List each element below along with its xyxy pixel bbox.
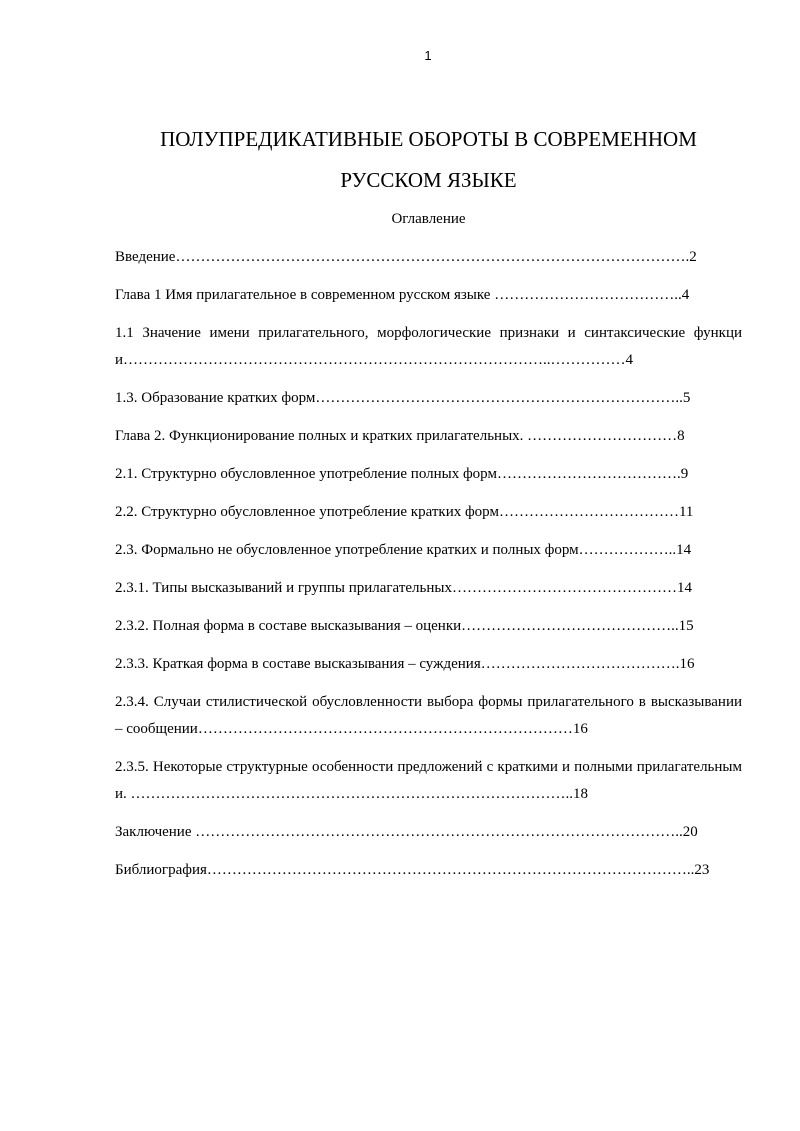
toc-entry-conclusion: Заключение ……………………………………………………………………………………..20 [115,824,698,840]
toc-entry-1-3: 1.3. Образование кратких форм………………………………………………………………..5 [115,390,691,406]
table-of-contents [115,244,742,895]
toc-entry-2-3-5: 2.3.5. Некоторые структурные особенности предложений с краткими и полными прилагательными. ……………………………………………………………………………..18 [115,759,742,802]
toc-entry-2-3-2: 2.3.2. Полная форма в составе высказывания – оценки……………………………………..15 [115,618,694,634]
toc-entry-1-1: 1.1 Значение имени прилагательного, морфологические признаки и синтаксические функции…………………………………………………………………………..……………4 [115,325,742,368]
toc-entry-chapter-1: Глава 1 Имя прилагательное в современном русском языке ………………………………..4 [115,287,690,303]
toc-entry-2-2: 2.2. Структурно обусловленное употребление кратких форм………………………………11 [115,504,694,520]
toc-entry-2-3-1: 2.3.1. Типы высказываний и группы прилагательных………………………………………14 [115,580,692,596]
toc-entry-2-3-3: 2.3.3. Краткая форма в составе высказывания – суждения………………………………….16 [115,656,695,672]
contents-heading: Оглавление [391,211,466,227]
document-title: ПОЛУПРЕДИКАТИВНЫЕ ОБОРОТЫ В СОВРЕМЕННОМ РУССКОМ ЯЗЫКЕ [160,127,697,192]
toc-entry-2-1: 2.1. Структурно обусловленное употребление полных форм……………………………….9 [115,466,689,482]
page-number: 1 [424,48,432,63]
toc-entry-chapter-2: Глава 2. Функционирование полных и кратких прилагательных. …………………………8 [115,428,685,444]
toc-entry-bibliography: Библиография……………………………………………………………………………………..23 [115,862,710,878]
toc-entry-2-3-4: 2.3.4. Случаи стилистической обусловленности выбора формы прилагательного в высказывании – сообщении…………………………………………………………………16 [115,694,742,737]
toc-entry-2-3: 2.3. Формально не обусловленное употребление кратких и полных форм………………..14 [115,542,692,558]
toc-entry-introduction: Введение………………………………………………………………………………………….2 [115,249,697,265]
